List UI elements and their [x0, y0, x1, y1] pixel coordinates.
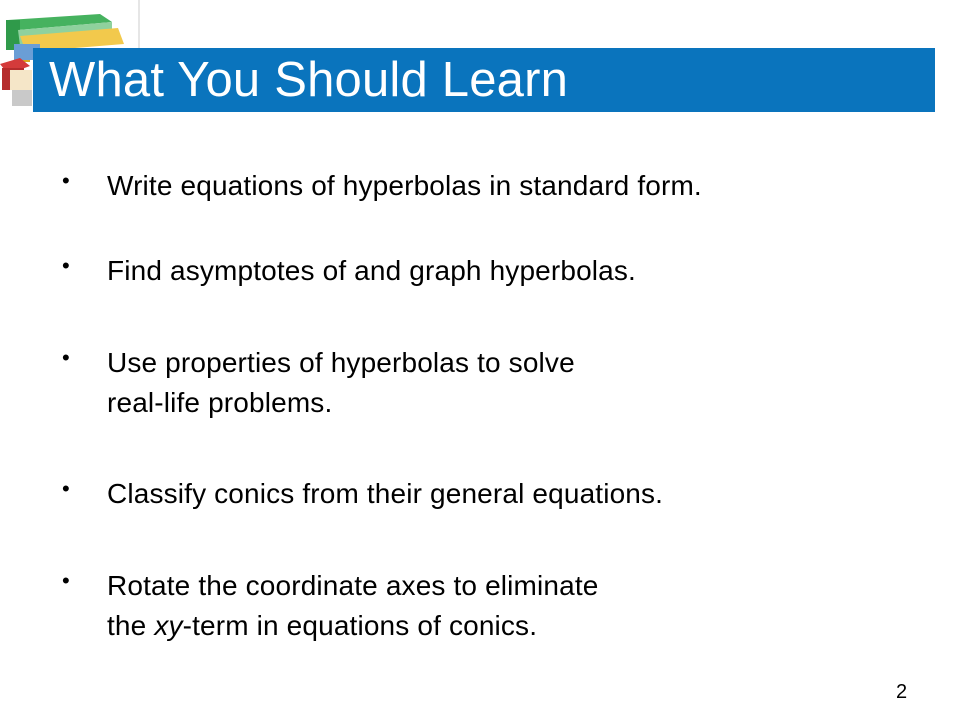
- bullet-text-line: Rotate the coordinate axes to eliminate: [107, 570, 599, 601]
- bullet-dot-icon: •: [62, 345, 70, 370]
- page-number: 2: [896, 681, 908, 703]
- bullet-text-line: real-life problems.: [107, 387, 333, 418]
- bullet-text-line: Classify conics from their general equations.: [107, 478, 664, 509]
- bullet-text-line: Use properties of hyperbolas to solve: [107, 347, 575, 378]
- bullet-dot-icon: •: [62, 168, 70, 193]
- slide-title: What You Should Learn: [49, 53, 569, 107]
- italic-term: xy: [154, 610, 183, 641]
- bullet-text-line: Write equations of hyperbolas in standard form.: [107, 170, 702, 201]
- bullet-dot-icon: •: [62, 253, 70, 278]
- bullet-dot-icon: •: [62, 476, 70, 501]
- bullet-text-line: Find asymptotes of and graph hyperbolas.: [107, 255, 636, 286]
- bullet-dot-icon: •: [62, 568, 70, 593]
- bullet-text-line: the xy-term in equations of conics.: [107, 610, 538, 641]
